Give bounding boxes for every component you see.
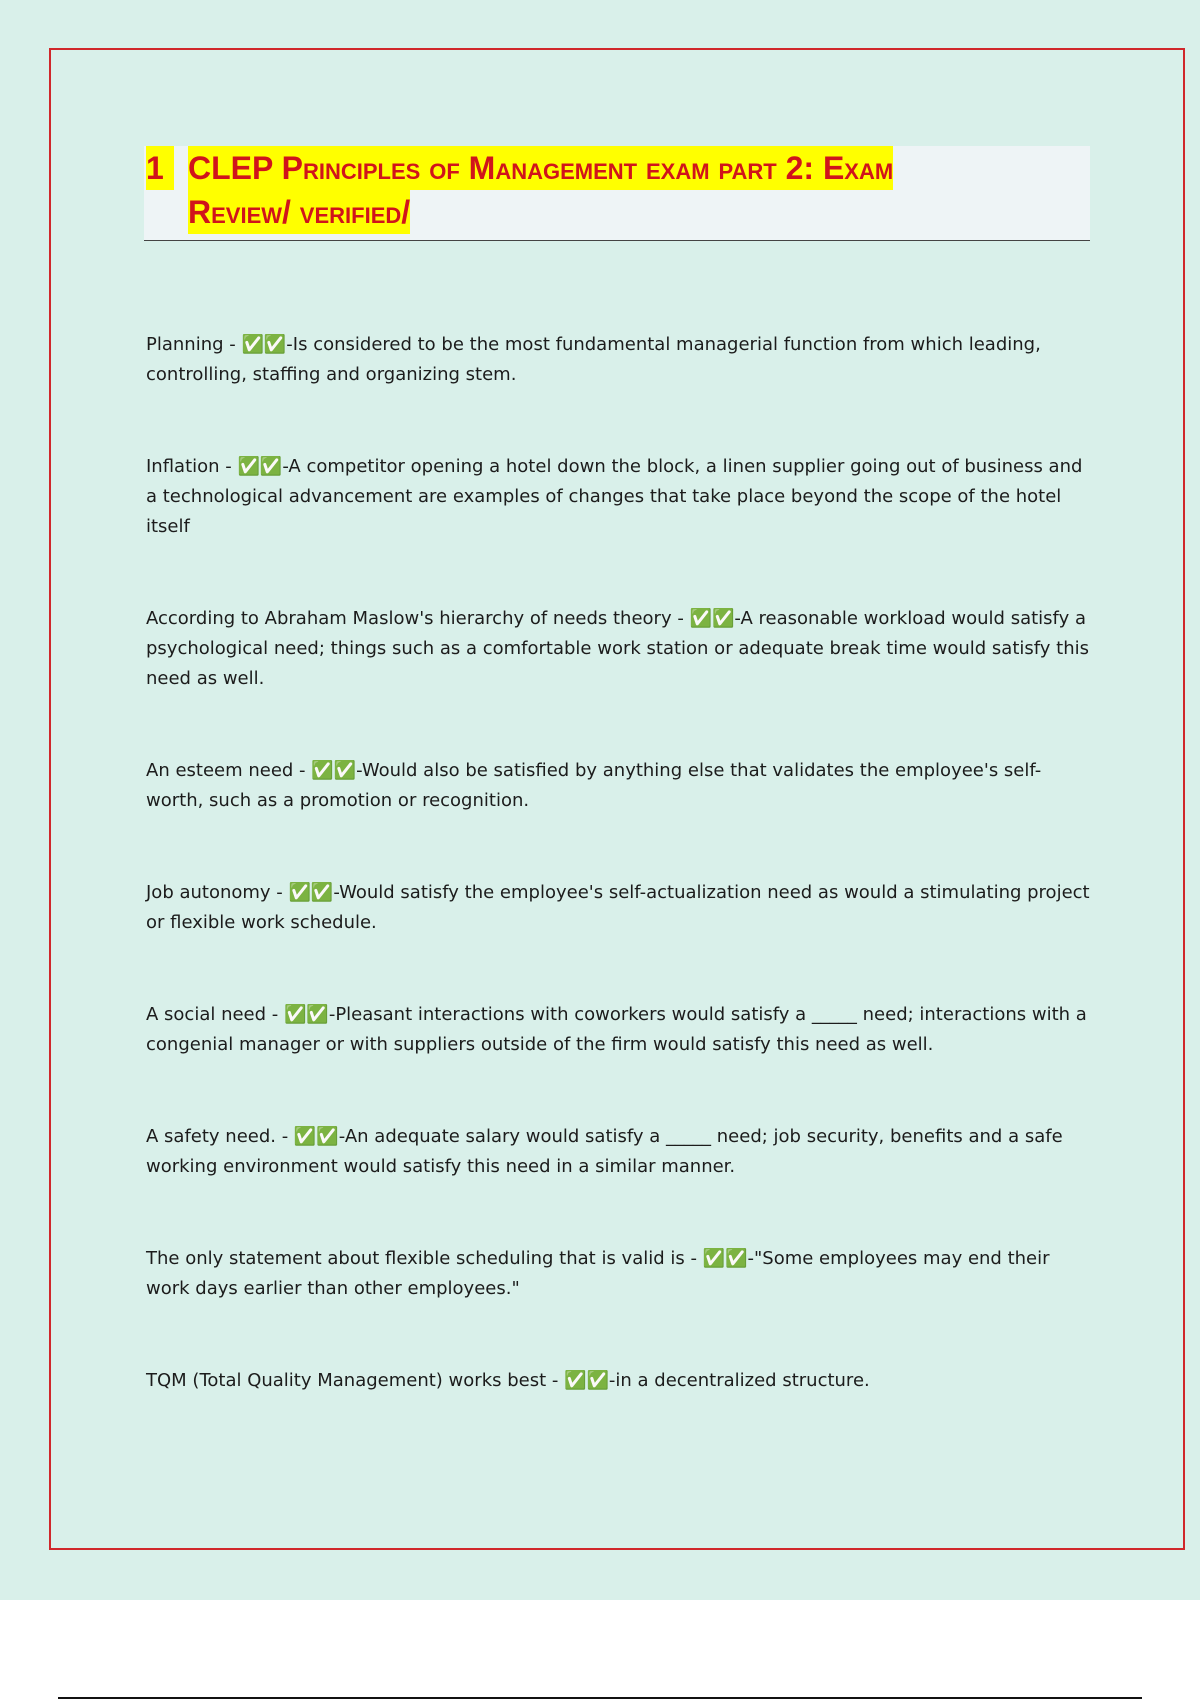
flashcard-entry: TQM (Total Quality Management) works best - ✅✅-in a decentralized structure. — [146, 1370, 870, 1391]
flashcard-entry: According to Abraham Maslow's hierarchy of needs theory - ✅✅-A reasonable workload would satisfy a psychological need; things such as a comfortable work station or adequate break time would satisfy this need as well. — [146, 608, 1090, 689]
footer-divider — [58, 1697, 1142, 1699]
flashcard-list — [146, 330, 1096, 1458]
heading-line-2: Review/ verified/ — [188, 190, 410, 234]
flashcard-entry: Planning - ✅✅-Is considered to be the most fundamental managerial function from which leading, controlling, staffing and organizing stem. — [146, 334, 1041, 385]
heading-number: 1 — [146, 146, 174, 190]
flashcard-entry: Job autonomy - ✅✅-Would satisfy the employee's self-actualization need as would a stimulating project or flexible work schedule. — [146, 882, 1090, 933]
flashcard-entry: An esteem need - ✅✅-Would also be satisfied by anything else that validates the employee's self-worth, such as a promotion or recognition. — [146, 760, 1042, 811]
heading-line-1: CLEP Principles of Management exam part 2: Exam — [188, 146, 893, 190]
flashcard-entry: A social need - ✅✅-Pleasant interactions with coworkers would satisfy a _____ need; interactions with a congenial manager or with suppliers outside of the firm would satisfy this need as well. — [146, 1004, 1087, 1055]
flashcard-entry: Inflation - ✅✅-A competitor opening a hotel down the block, a linen supplier going out of business and a technological advancement are examples of changes that take place beyond the scope of the hotel itself — [146, 456, 1083, 537]
flashcard-entry: A safety need. - ✅✅-An adequate salary would satisfy a _____ need; job security, benefits and a safe working environment would satisfy this need in a similar manner. — [146, 1126, 1063, 1177]
flashcard-entry: The only statement about flexible scheduling that is valid is - ✅✅-"Some employees may end their work days earlier than other employees." — [146, 1248, 1050, 1299]
